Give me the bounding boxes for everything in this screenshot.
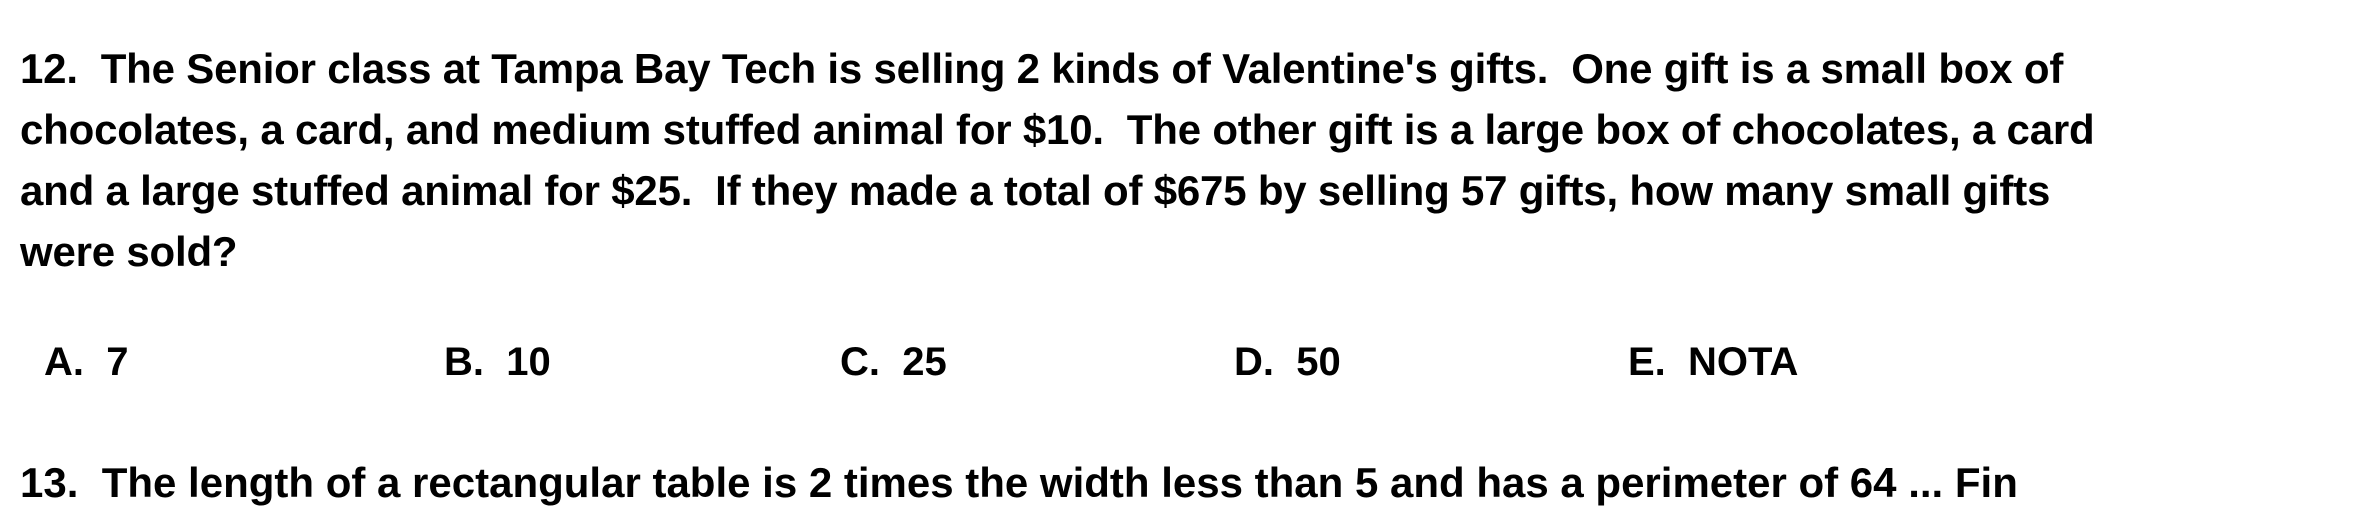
- choice-d[interactable]: D. 50: [1234, 340, 1341, 384]
- question-text: [20, 38, 2320, 282]
- question-line-4: were sold?: [20, 228, 238, 275]
- question-line-1: 12. The Senior class at Tampa Bay Tech is selling 2 kinds of Valentine's gifts. One gift is a small box of: [20, 45, 2064, 92]
- answer-choices: [0, 340, 2374, 400]
- choice-a[interactable]: A. 7: [44, 340, 129, 384]
- question-line-3: and a large stuffed animal for $25. If they made a total of $675 by selling 57 gifts, how many small gifts: [20, 167, 2051, 214]
- choice-b[interactable]: B. 10: [444, 340, 551, 384]
- question-line-2: chocolates, a card, and medium stuffed animal for $10. The other gift is a large box of chocolates, a card: [20, 106, 2095, 153]
- next-question-cutoff: [20, 452, 2360, 506]
- choice-e[interactable]: E. NOTA: [1628, 340, 1799, 384]
- choice-c[interactable]: C. 25: [840, 340, 947, 384]
- next-question-partial-line: 13. The length of a rectangular table is 2 times the width less than 5 and has a perimeter of 64 ... Fin: [20, 459, 2018, 506]
